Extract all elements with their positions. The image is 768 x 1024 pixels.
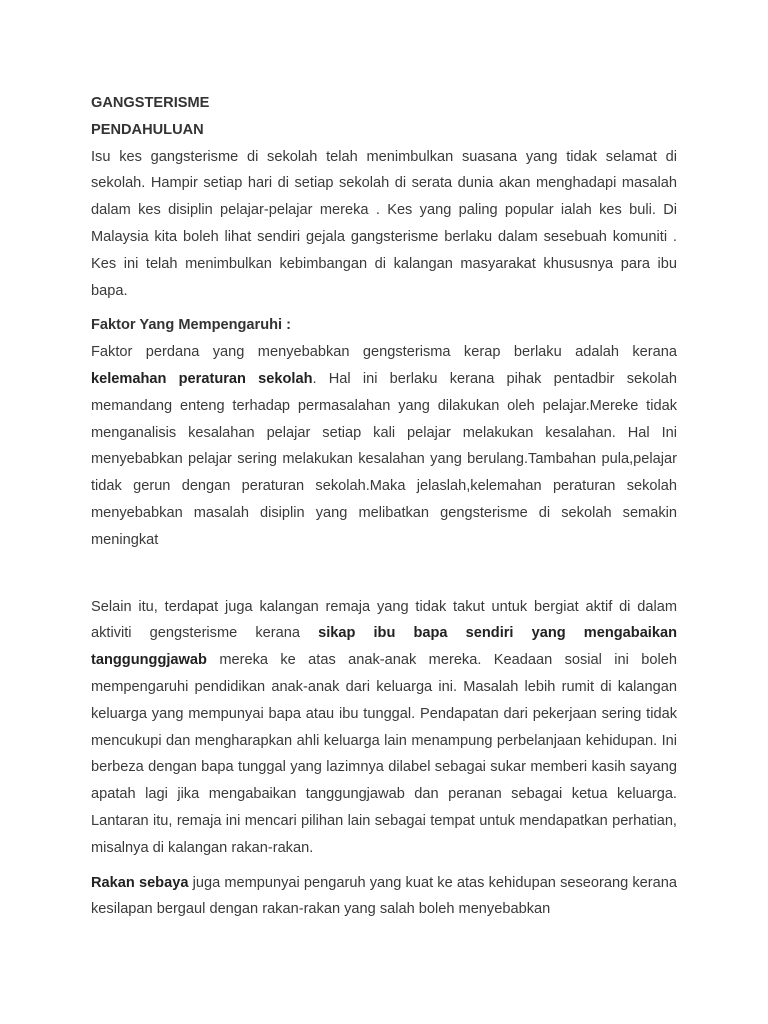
factor1-text-after: . Hal ini berlaku kerana pihak pentadbir sekolah memandang enteng terhadap permasalahan yang dilakukan oleh pelajar.Mereke tidak menganalisis kesalahan pelajar setiap kali pelajar melakukan kesalahan. Hal Ini menyebabkan pelajar sering melakukan kesalahan yang berulang.Tambahan pula,pelajar tidak gerun dengan peraturan sekolah.Maka jelaslah,kelemahan peraturan sekolah menyebabkan masalah disiplin yang melibatkan gengsterisme di sekolah semakin meningkat	[91, 370, 678, 548]
factor-paragraph-1	[91, 339, 677, 553]
paragraph-spacer	[91, 304, 677, 312]
factor3-bold-phrase: Rakan sebaya	[91, 874, 189, 891]
factor1-text-before: Faktor perdana yang menyebabkan gengsterisma kerap berlaku adalah kerana	[91, 344, 677, 361]
factors-heading: Faktor Yang Mempengaruhi :	[91, 317, 292, 334]
paragraph-spacer	[91, 862, 677, 870]
factor2-text-before: Selain itu, terdapat juga kalangan remaja yang tidak takut untuk bergiat aktif di dalam aktiviti gengsterisme kerana	[91, 598, 677, 642]
factor-paragraph-2	[91, 594, 677, 862]
paragraph-spacer	[91, 554, 677, 594]
factor3-text-after: juga mempunyai pengaruh yang kuat ke atas kehidupan seseorang kerana kesilapan bergaul dengan rakan-rakan yang salah boleh menyebabkan	[91, 874, 677, 918]
document-page	[91, 90, 677, 923]
factor2-text-after: mereka ke atas anak-anak mereka. Keadaan sosial ini boleh mempengaruhi pendidikan anak-anak dari keluarga ini. Masalah lebih rumit di kalangan keluarga yang mempunyai bapa atau ibu tunggal. Pendapatan dari pekerjaan sering tidak mencukupi dan mengharapkan ahli keluarga lain menampung perbelanjaan kehidupan. Ini berbeza dengan bapa tunggal yang lazimnya dilabel sebagai sukar memberi kasih sayang apatah lagi jika mengabaikan tanggungjawab dan peranan sebagai ketua keluarga. Lantaran itu, remaja ini mencari pilihan lain sebagai tempat untuk mendapatkan perhatian, misalnya di kalangan rakan-rakan.	[91, 652, 677, 856]
factor2-bold-phrase: sikap ibu bapa sendiri yang mengabaikan tanggunggjawab	[91, 625, 678, 669]
section-heading: PENDAHULUAN	[91, 121, 204, 138]
document-title: GANGSTERISME	[91, 95, 210, 111]
factor-paragraph-3	[91, 870, 677, 924]
intro-paragraph: Isu kes gangsterisme di sekolah telah menimbulkan suasana yang tidak selamat di sekolah. Hampir setiap hari di setiap sekolah di serata dunia akan menghadapi masalah dalam kes disiplin pelajar-pelajar mereka . Kes yang paling popular ialah kes buli. Di Malaysia kita boleh lihat sendiri gejala gangsterisme berlaku dalam sesebuah komuniti . Kes ini telah menimbulkan kebimbangan di kalangan masyarakat khususnya para ibu bapa.	[91, 148, 677, 299]
factor1-bold-phrase: kelemahan peraturan sekolah	[91, 370, 313, 387]
